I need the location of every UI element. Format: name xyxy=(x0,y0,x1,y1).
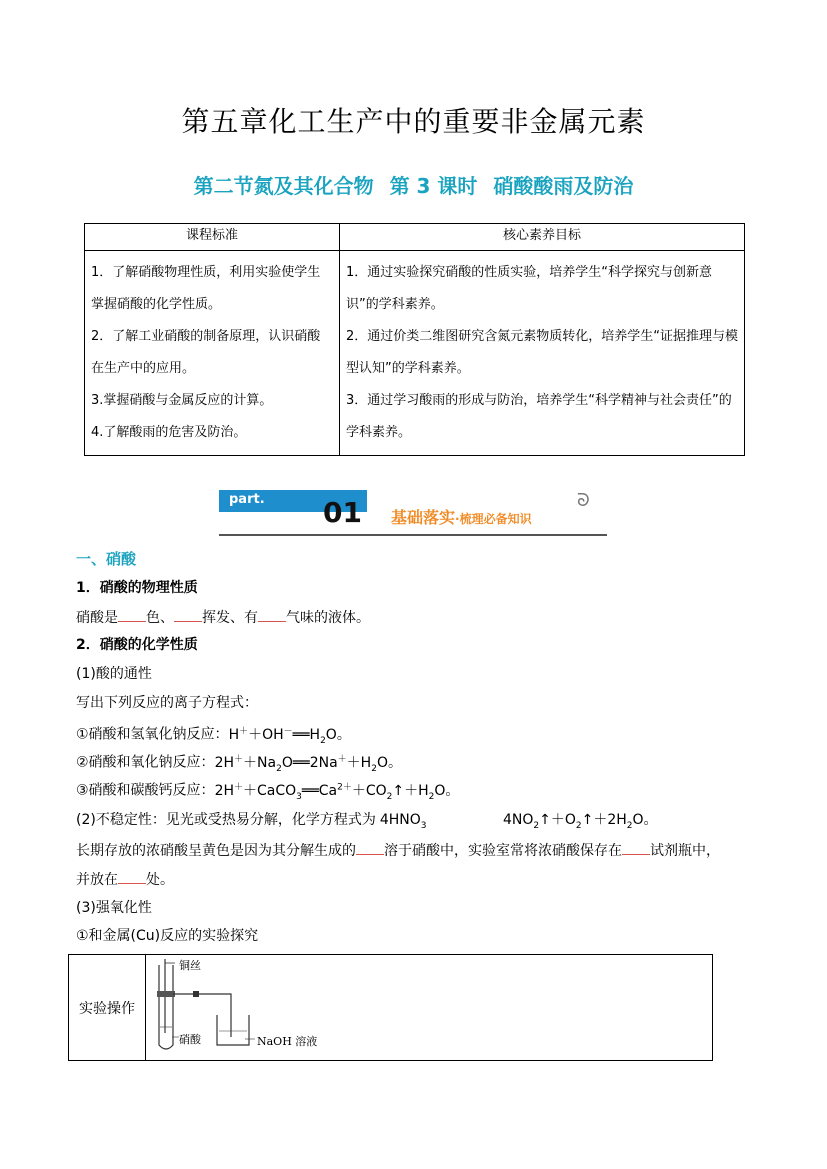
storage-b: 溶于硝酸中，实验室常将浓硝酸保存在 xyxy=(384,843,622,859)
oxidation-heading: (3)强氧化性 xyxy=(76,900,152,916)
storage-a: 长期存放的浓硝酸呈黄色是因为其分解生成的 xyxy=(76,843,356,859)
phys-b: 色、 xyxy=(146,610,174,626)
reaction-3-label: ③硝酸和碳酸钙反应： xyxy=(76,782,215,799)
reaction-2-label: ②硝酸和氧化钠反应： xyxy=(76,754,215,771)
phys-a: 硝酸是 xyxy=(76,610,118,626)
banner-heading-main: 基础落实 xyxy=(391,508,456,527)
standards-cell xyxy=(85,251,340,456)
banner-heading xyxy=(391,505,532,528)
experiment-table xyxy=(68,954,713,1061)
instability-label: (2)不稳定性：见光或受热易分解，化学方程式为 xyxy=(76,812,376,828)
standard-item: 2．了解工业硝酸的制备原理，认识硝酸在生产中的应用。 xyxy=(91,329,321,376)
section-heading: 一、硝酸 xyxy=(76,550,137,568)
equation-1: $H^++OH^-══H_2O$。 xyxy=(228,726,351,746)
standard-item: 4.了解酸雨的危害及防治。 xyxy=(91,425,247,440)
storage-paragraph-end xyxy=(76,869,174,890)
storage-d: 并放在 xyxy=(76,872,118,888)
goal-item: 1．通过实验探究硝酸的性质实验，培养学生“科学探究与创新意识”的学科素养。 xyxy=(346,265,713,312)
instability-line xyxy=(76,810,427,836)
experiment-label: 实验操作 xyxy=(69,955,146,1060)
subtitle-lesson: 第 3 课时 xyxy=(389,174,478,198)
reaction-1 xyxy=(76,721,351,750)
blank xyxy=(118,869,146,884)
storage-c: 试剂瓶中， xyxy=(650,843,720,859)
reaction-2 xyxy=(76,749,402,778)
equation-4-left: $4HNO_3$ xyxy=(379,812,427,831)
subsection-heading: 2．硝酸的化学性质 xyxy=(76,637,198,653)
standard-item: 1．了解硝酸物理性质，利用实验使学生掌握硝酸的化学性质。 xyxy=(91,265,321,312)
blank xyxy=(174,607,202,622)
table-header-goals: 核心素养目标 xyxy=(340,224,745,251)
subsection-heading: 1．硝酸的物理性质 xyxy=(76,580,198,596)
reaction-3 xyxy=(76,777,459,806)
physical-properties-line xyxy=(76,607,370,628)
blank xyxy=(356,840,384,855)
subtitle-topic: 硝酸酸雨及防治 xyxy=(493,174,634,198)
label-copper-wire: 铜丝 xyxy=(179,959,201,972)
label-naoh-solution: NaOH 溶液 xyxy=(257,1035,318,1048)
equation-2: $2H^++Na_2O══2Na^++H_2O$。 xyxy=(214,754,402,774)
acid-general-heading: (1)酸的通性 xyxy=(76,666,152,682)
blank xyxy=(622,840,650,855)
instruction-text: 写出下列反应的离子方程式： xyxy=(76,695,258,711)
equation-3: $2H^++CaCO_3══Ca^{2+}+CO_2↑+H_2O$。 xyxy=(214,782,460,802)
phys-d: 气味的液体。 xyxy=(286,610,370,626)
lesson-subtitle xyxy=(0,170,827,199)
section-banner xyxy=(219,490,609,540)
equation-4-right: $4NO_2↑+O_2↑+2H_2O$。 xyxy=(503,812,658,831)
reaction-1-label: ①硝酸和氢氧化钠反应： xyxy=(76,726,229,743)
banner-subheading: ·梳理必备知识 xyxy=(455,512,532,526)
goal-item: 3．通过学习酸雨的形成与防治，培养学生“科学精神与社会责任”的学科素养。 xyxy=(346,393,732,440)
goals-cell xyxy=(340,251,745,456)
banner-underline xyxy=(219,534,607,536)
storage-paragraph xyxy=(76,840,756,861)
standard-item: 3.掌握硝酸与金属反应的计算。 xyxy=(91,393,273,408)
copper-experiment-heading: ①和金属(Cu)反应的实验探究 xyxy=(76,928,259,944)
phys-c: 挥发、有 xyxy=(202,610,258,626)
blank xyxy=(118,607,146,622)
standards-table xyxy=(84,223,745,456)
storage-e: 处。 xyxy=(146,872,174,888)
document-title: 第五章化工生产中的重要非金属元素 xyxy=(181,105,646,138)
banner-number: 01 xyxy=(323,496,362,529)
banner-part-label: part. xyxy=(229,492,265,507)
table-header-standards: 课程标准 xyxy=(85,224,340,251)
label-nitric-acid: 硝酸 xyxy=(179,1033,201,1046)
subtitle-section: 第二节氮及其化合物 xyxy=(193,174,374,198)
blank xyxy=(258,607,286,622)
goal-item: 2．通过价类二维图研究含氮元素物质转化，培养学生“证据推理与模型认知”的学科素养。 xyxy=(346,329,739,376)
swirl-icon: ᘐ xyxy=(577,490,590,511)
